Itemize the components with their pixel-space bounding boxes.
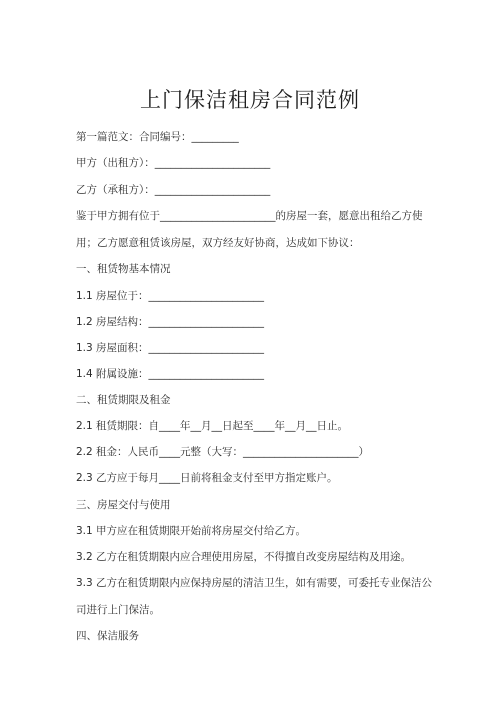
clause-1-2: 1.2 房屋结构：______________________ (76, 316, 265, 328)
clause-3-2: 3.2 乙方在租赁期限内应合理使用房屋，不得擅自改变房屋结构及用途。 (76, 551, 412, 563)
party-a-line: 甲方（出租方）：______________________ (76, 157, 271, 169)
preamble-line-1: 鉴于甲方拥有位于______________________的房屋一套，愿意出租给乙方使 (76, 210, 423, 222)
section-heading-2: 二、租赁期限及租金 (76, 394, 171, 406)
section-heading-1: 一、租赁物基本情况 (76, 263, 171, 275)
clause-2-3: 2.3 乙方应于每月____日前将租金支付至甲方指定账户。 (76, 472, 338, 484)
section-heading-3: 三、房屋交付与使用 (76, 499, 171, 511)
clause-1-4: 1.4 附属设施：______________________ (76, 368, 265, 380)
clause-1-3: 1.3 房屋面积：______________________ (76, 342, 265, 354)
clause-2-2: 2.2 租金：人民币____元整（大写：______________________） (76, 446, 370, 458)
clause-3-3-line-2: 司进行上门保洁。 (76, 604, 160, 616)
document-title: 上门保洁租房合同范例 (140, 88, 360, 112)
contract-number-line: 第一篇范文：合同编号：_________ (76, 131, 239, 143)
preamble-line-2: 用；乙方愿意租赁该房屋，双方经友好协商，达成如下协议： (76, 237, 360, 249)
clause-1-1: 1.1 房屋位于：______________________ (76, 290, 265, 302)
clause-3-1: 3.1 甲方应在租赁期限开始前将房屋交付给乙方。 (76, 525, 307, 537)
party-b-line: 乙方（承租方）：______________________ (76, 184, 271, 196)
clause-2-1: 2.1 租赁期限：自____年__月__日起至____年__月__日止。 (76, 420, 349, 432)
clause-3-3-line-1: 3.3 乙方在租赁期限内应保持房屋的清洁卫生，如有需要，可委托专业保洁公 (76, 577, 433, 589)
section-heading-4: 四、保洁服务 (76, 630, 139, 642)
